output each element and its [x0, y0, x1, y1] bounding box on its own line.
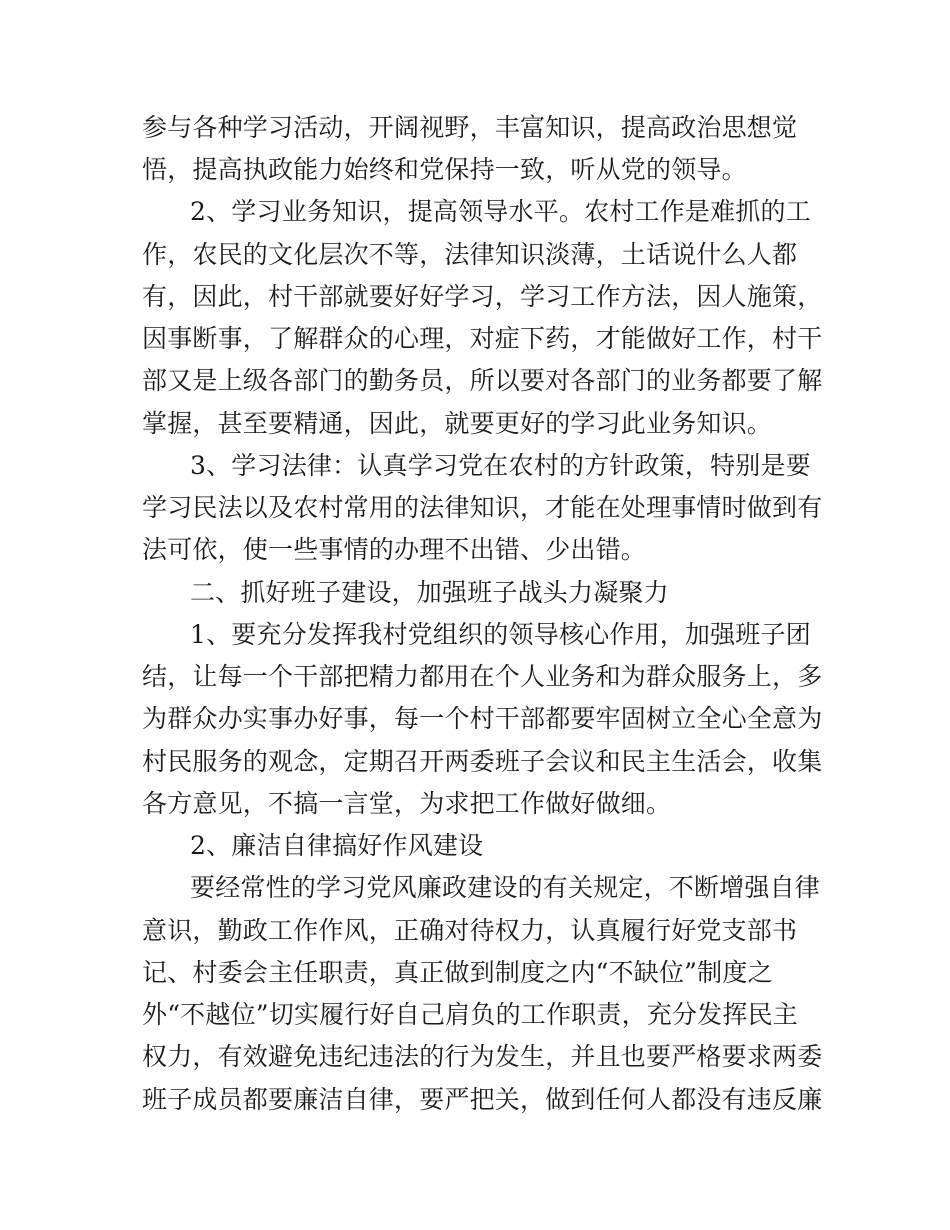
text-line: 班子成员都要廉洁自律，要严把关，做到任何人都没有违反廉: [142, 1085, 823, 1114]
text-line: 悟，提高执政能力始终和党保持一致，听从党的领导。: [142, 155, 747, 184]
text-line: 记、村委会主任职责，真正做到制度之内“不缺位”制度之: [142, 958, 773, 987]
text-line: 外“不越位”切实履行好自己肩负的工作职责，充分发挥民主: [142, 1000, 798, 1029]
text-line: 2、学习业务知识，提高领导水平。农村工作是难抓的工: [190, 197, 811, 226]
text-line: 意识，勤政工作作风，正确对待权力，认真履行好党支部书: [142, 916, 798, 945]
text-line: 法可依，使一些事情的办理不出错、少出错。: [142, 535, 647, 564]
text-line: 1、要充分发挥我村党组织的领导核心作用，加强班子团: [190, 620, 811, 649]
text-line: 3、学习法律：认真学习党在农村的方针政策，特别是要: [190, 451, 811, 480]
text-line: 结，让每一个干部把精力都用在个人业务和为群众服务上，多: [142, 662, 823, 691]
text-line: 要经常性的学习党风廉政建设的有关规定，不断增强自律: [190, 873, 821, 902]
text-line: 作，农民的文化层次不等，法律知识淡薄，土话说什么人都: [142, 240, 798, 269]
text-line: 掌握，甚至要精通，因此，就要更好的学习此业务知识。: [142, 409, 773, 438]
text-line: 2、廉洁自律搞好作风建设: [190, 831, 484, 860]
text-line: 二、抓好班子建设，加强班子战头力凝聚力: [190, 578, 669, 607]
text-line: 参与各种学习活动，开阔视野，丰富知识，提高政治思想觉: [142, 113, 798, 142]
text-line: 为群众办实事办好事，每一个村干部都要牢固树立全心全意为: [142, 704, 823, 733]
text-line: 权力，有效避免违纪违法的行为发生，并且也要严格要求两委: [142, 1042, 823, 1071]
text-line: 各方意见，不搞一言堂，为求把工作做好做细。: [142, 789, 672, 818]
text-line: 部又是上级各部门的勤务员，所以要对各部门的业务都要了解: [142, 366, 823, 395]
text-line: 有，因此，村干部就要好好学习，学习工作方法，因人施策，: [142, 282, 823, 311]
text-line: 学习民法以及农村常用的法律知识，才能在处理事情时做到有: [142, 493, 823, 522]
text-line: 因事断事，了解群众的心理，对症下药，才能做好工作，村干: [142, 324, 823, 353]
text-line: 村民服务的观念，定期召开两委班子会议和民主生活会，收集: [142, 747, 823, 776]
